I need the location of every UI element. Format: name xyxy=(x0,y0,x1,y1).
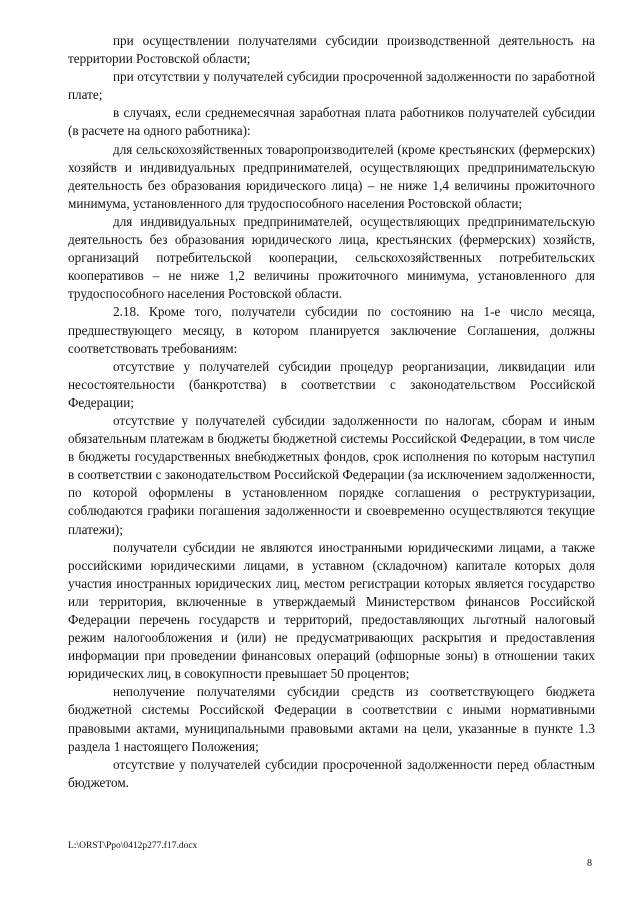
paragraph-4: для сельскохозяйственных товаропроизводителей (кроме крестьянских (фермерских) хозяйств и индивидуальных предпринимателей, осуществляющих предпринимательскую деятельность без образования юридического лица) – не ниже 1,4 величины прожиточного минимума, установленного для трудоспособного населения Ростовской области; xyxy=(68,141,595,211)
paragraph-6: 2.18. Кроме того, получатели субсидии по состоянию на 1-е число месяца, предшествующего месяцу, в котором планируется заключение Соглашения, должны соответствовать требованиям: xyxy=(68,304,595,356)
paragraph-10: неполучение получателями субсидии средств из соответствующего бюджета бюджетной системы Российской Федерации в соответствии с иными нормативными правовыми актами, муниципальными правовыми актами на цели, указанные в пункте 1.3 раздела 1 настоящего Положения; xyxy=(68,684,595,754)
document-body xyxy=(68,32,595,792)
footer-file-path: L:\ORST\Ppo\0412p277.f17.docx xyxy=(68,841,198,851)
paragraph-9: получатели субсидии не являются иностранными юридическими лицами, а также российскими юридическими лицами, в уставном (складочном) капитале которых доля участия иностранных юридических лиц, местом регистрации которых является государство или территория, включенные в утверждаемый Министерством финансов Российской Федерации перечень государств и территорий, предоставляющих льготный налоговый режим налогообложения и (или) не предусматривающих раскрытия и предоставления информации при проведении финансовых операций (офшорные зоны) в отношении таких юридических лиц, в совокупности превышает 50 процентов; xyxy=(68,539,595,682)
page-number: 8 xyxy=(587,858,592,869)
paragraph-5: для индивидуальных предпринимателей, осуществляющих предпринимательскую деятельность без образования юридического лица, крестьянских (фермерских) хозяйств, организаций потребительской кооперации, сельскохозяйственных потребительских кооперативов – не ниже 1,2 величины прожиточного минимума, установленного для трудоспособного населения Ростовской области. xyxy=(68,213,595,302)
paragraph-1: при осуществлении получателями субсидии производственной деятельность на территории Ростовской области; xyxy=(68,33,595,67)
paragraph-11: отсутствие у получателей субсидии просроченной задолженности перед областным бюджетом. xyxy=(68,756,595,790)
paragraph-7: отсутствие у получателей субсидии процедур реорганизации, ликвидации или несостоятельности (банкротства) в соответствии с законодательством Российской Федерации; xyxy=(68,358,595,410)
paragraph-2: при отсутствии у получателей субсидии просроченной задолженности по заработной плате; xyxy=(68,69,595,103)
paragraph-3: в случаях, если среднемесячная заработная плата работников получателей субсидии (в расчете на одного работника): xyxy=(68,105,595,139)
paragraph-8: отсутствие у получателей субсидии задолженности по налогам, сборам и иным обязательным платежам в бюджеты бюджетной системы Российской Федерации, в том числе в бюджеты государственных внебюджетных фондов, срок исполнения по которым наступил в соответствии с законодательством Российской Федерации (за исключением задолженности, по которой оформлены в установленном порядке соглашения о реструктуризации, соблюдаются графики погашения задолженности и своевременно осуществляются текущие платежи); xyxy=(68,412,595,537)
